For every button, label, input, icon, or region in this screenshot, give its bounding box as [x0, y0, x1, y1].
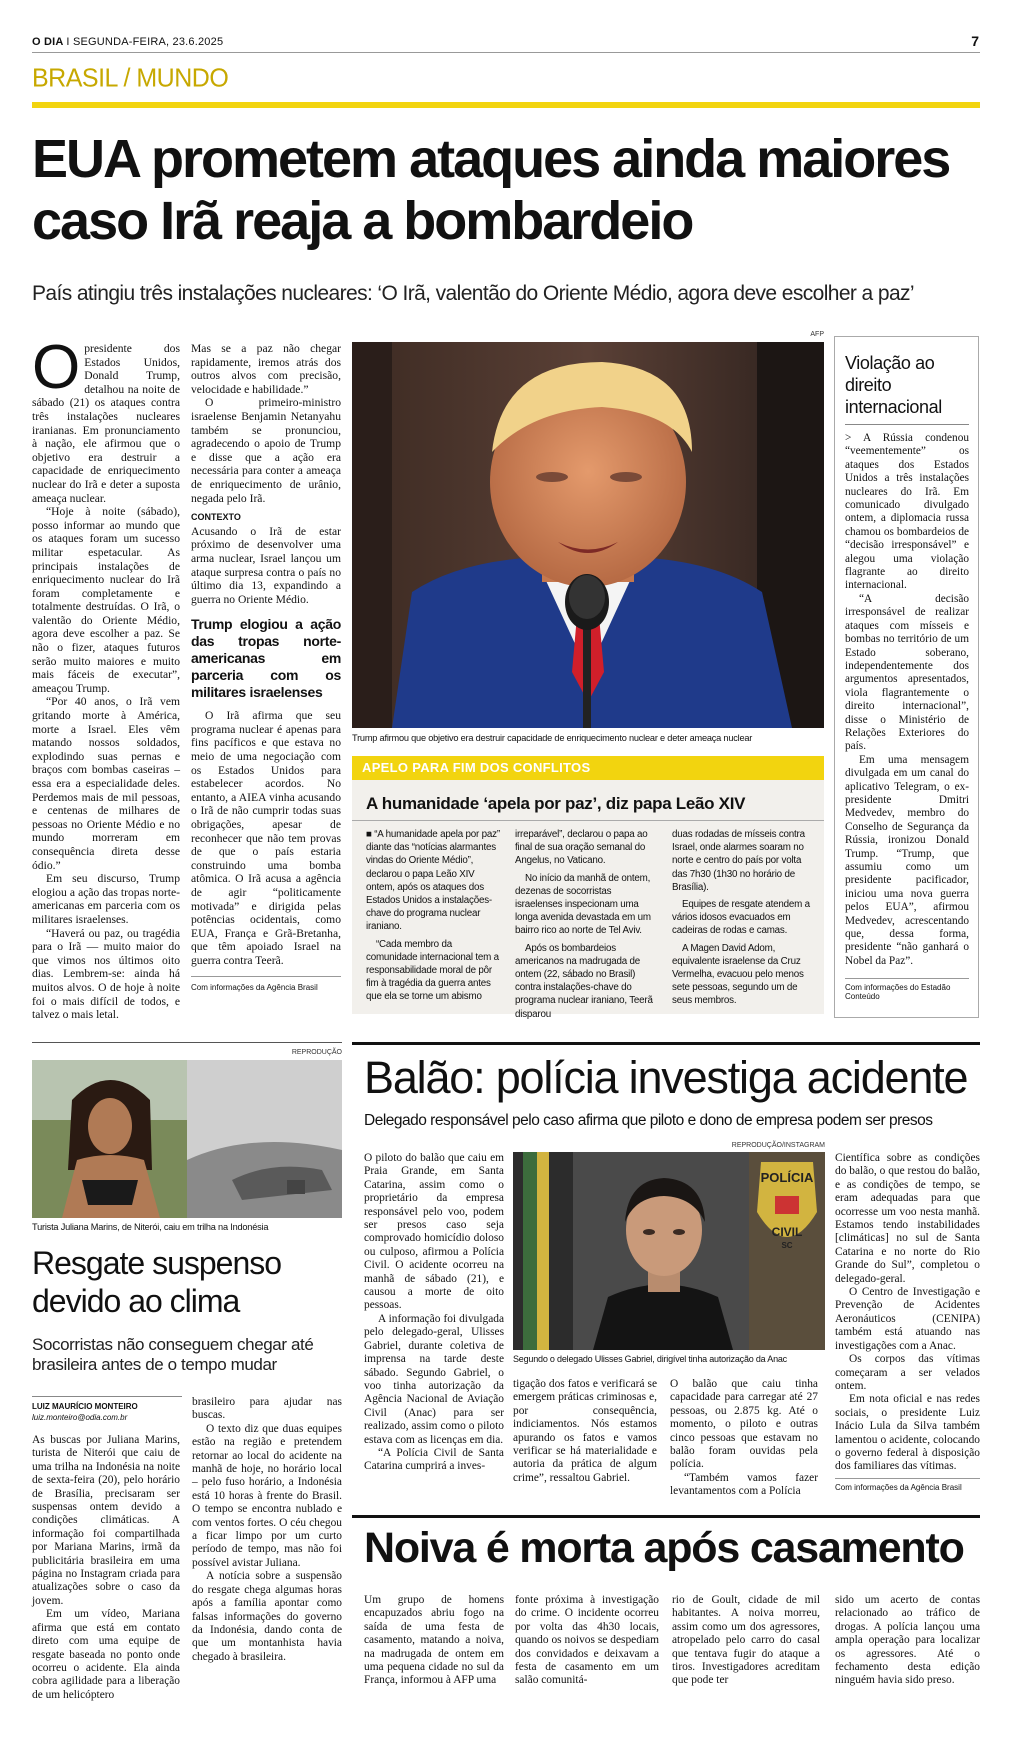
paragraph: sido um acerto de contas relacionado ao tráfico de drogas. A polícia lançou uma ampla operação para localizar os agressores. Até o fechamento desta edição ninguém havia sido preso.	[835, 1594, 980, 1687]
juliana-photo-caption: Turista Juliana Marins, de Niterói, caiu em trilha na Indonésia	[32, 1222, 269, 1232]
balao-column-3	[670, 1378, 818, 1499]
paragraph: O texto diz que duas equipes estão na região e pretendem retornar ao local do acidente na manhã de hoje, no horário local – pelo fuso horário, a Indonésia está 10 horas à frente do Brasil. O tempo se encontra nublado e com ventos fortes. O céu chegou a ficar limpo por um curto período de tempo, mas não foi possível avistar Juliana.	[192, 1422, 342, 1569]
paragraph: “Cada membro da comunidade internacional tem a responsabilidade moral de pôr fim à tragédia da guerra antes que ela se torne um abismo	[366, 938, 499, 1003]
trump-photo-caption: Trump afirmou que objetivo era destruir capacidade de enriquecimento nuclear e deter ameaça nuclear	[352, 733, 753, 743]
balao-column-4	[835, 1152, 980, 1474]
resgate-subtitle: Socorristas não conseguem chegar até brasileira antes de o tempo mudar	[32, 1335, 314, 1374]
paragraph: No início da manhã de ontem, dezenas de socorristas israelenses inspecionam uma longa avenida devastada em um bairro rico ao norte de Tel Aviv.	[515, 872, 651, 937]
main-subhead: Trump elogiou a ação das tropas norte-americanas em parceria com os militares israelenses	[191, 616, 341, 701]
paragraph: rio de Goult, cidade de mil habitantes. A noiva morreu, assim como um dos agressores, atropelado pelo carro do casal que tentava fugir do ataque a tiros. Investigadores acreditam que pode ter	[672, 1594, 820, 1687]
paragraph: brasileiro para ajudar nas buscas.	[192, 1396, 342, 1422]
paragraph: Em um vídeo, Mariana afirma que está em contato direto com uma equipe de resgate baseada no ponto onde ocorreu o acidente. Ela ainda cobra agilidade para a liberação de um helicóptero	[32, 1608, 180, 1701]
badge-text: CIVIL	[771, 1225, 803, 1239]
delegado-photo	[513, 1152, 825, 1350]
masthead	[32, 36, 223, 48]
balao-top-rule	[352, 1042, 980, 1045]
paragraph: A informação foi divulgada pelo delegado-geral, Ulisses Gabriel, durante coletiva de imprensa na tarde deste sábado. Segundo Gabriel, o voo tinha autorização da Agência Nacional de Aviação Civil (Anac) para ser realizado, assim como o piloto estava com as licenças em dia.	[364, 1312, 504, 1446]
side-box-title: Violação ao direito internacional	[845, 353, 942, 417]
paragraph: Em seu discurso, Trump elogiou a ação das tropas norte-americanas em parceria com os militares israelenses.	[32, 872, 180, 926]
paragraph: Equipes de resgate atendem a vários idosos evacuados em cadeiras de rodas e camas.	[672, 899, 810, 937]
dropcap: O	[32, 333, 81, 402]
paragraph: duas rodadas de mísseis contra Israel, onde alarmes soaram no norte e centro do país por volta das 7h30 (1h30 no horário de Brasília).	[672, 829, 805, 893]
balao-subtitle: Delegado responsável pelo caso afirma que piloto e dono de empresa podem ser presos	[364, 1112, 933, 1129]
section-bar	[32, 102, 980, 108]
noiva-column-4	[835, 1594, 980, 1688]
noiva-column-3	[672, 1594, 820, 1688]
main-headline: EUA prometem ataques ainda maiores caso Irã reaja a bombardeio	[32, 129, 950, 251]
paragraph: “A decisão irresponsável de realizar ataques com mísseis e bombas no território de um Estado soberano, independentemente dos argumentos apresentados, viola flagrantemente o direito internacional”, disse o Ministério de Relações Exteriores do país.	[845, 592, 969, 753]
resgate-column-1	[32, 1434, 180, 1702]
credit-text: Com informações da Agência Brasil	[835, 1483, 962, 1492]
paragraph: tigação dos fatos e verificará se emergem práticas criminosas e, por consequência, indiciamentos. Nós estamos apurando os fatos e vamos verificar se há materialidade e autoria da prática de algum crime”, ressaltou Gabriel.	[513, 1378, 657, 1484]
paragraph: A Magen David Adom, equivalente israelense da Cruz Vermelha, evacuou pelo menos sete pessoas, segundo um de seus membros.	[672, 942, 804, 1007]
papa-box-rule	[352, 820, 824, 821]
contexto-text: Acusando o Irã de estar próximo de desenvolver uma arma nuclear, Israel lançou um ataque surpresa contra o país no último dia 13, expandindo a guerra no Oriente Médio.	[191, 524, 341, 606]
section-label: BRASIL / MUNDO	[32, 63, 229, 93]
delegado-photo-illustration	[513, 1152, 825, 1350]
trump-photo	[352, 342, 824, 728]
paragraph: O primeiro-ministro israelense Benjamin Netanyahu também se pronunciou, agradecendo o apoio de Trump e disse que a ação era necessária para conter a ameaça de enriquecimento de urânio, negada pelo Irã.	[191, 396, 341, 505]
paragraph: “A Polícia Civil de Santa Catarina cumprirá a inves-	[364, 1446, 504, 1473]
noiva-title: Noiva é morta após casamento	[364, 1524, 964, 1572]
paragraph: A notícia sobre a suspensão do resgate chega algumas horas após a família apontar como falsas informações do governo da Indonésia, dando conta de que um montanhista havia chegado à brasileira.	[192, 1570, 342, 1663]
side-box-rule	[845, 424, 969, 425]
noiva-top-rule	[352, 1515, 980, 1518]
paragraph: Os corpos das vítimas começaram a ser velados ontem.	[835, 1353, 980, 1392]
side-box-body	[845, 432, 969, 968]
paragraph: “Hoje à noite (sábado), posso informar ao mundo que os ataques foram um sucesso militar espetacular. As principais instalações de enriquecimento nuclear do Irã foram completamente e totalmente destruídas. O Irã, o valentão do Oriente Médio, agora deve escolher a paz. Se não o fizer, ataques futuros serão muito maiores e muito mais fáceis de executar”, ameaçou Trump.	[32, 505, 180, 695]
issue-date: SEGUNDA-FEIRA, 23.6.2025	[72, 36, 224, 48]
paragraph: Mas se a paz não chegar rapidamente, iremos atrás dos outros alvos com precisão, velocidade e habilidade.”	[191, 342, 341, 396]
paragraph: ■ “A humanidade apela por paz” diante das “notícias alarmantes vindas do Oriente Médio”, declarou o papa Leão XIV ontem, após os ataques dos Estados Unidos a instalações-chave do programa nuclear iraniano.	[366, 829, 500, 933]
paragraph: fonte próxima à investigação do crime. O incidente ocorreu por volta das 4h30 locais, quando os noivos se despediam dos convidados e deixavam a festa de casamento em um salão comunitá-	[515, 1594, 659, 1687]
side-box-credit	[845, 978, 969, 1001]
papa-box-title: A humanidade ‘apela por paz’, diz papa Leão XIV	[366, 794, 746, 813]
paragraph: Em nota oficial e nas redes sociais, o presidente Luiz Inácio Lula da Silva também lamentou o acidente, colocando o governo federal à disposição dos familiares das vítimas.	[835, 1393, 980, 1473]
page-number: 7	[971, 33, 979, 49]
paragraph: “Por 40 anos, o Irã vem gritando morte à América, morte a Israel. Eles vêm matando nossos soldados, explodindo suas pernas e braços com bombas caseiras – essa era a especialidade deles. Perdemos mais de mil pessoas, e centenas de milhares de pessoas no Oriente Médio e no mundo morreram em consequência direta desse ódio.”	[32, 695, 180, 872]
author-rule	[32, 1396, 182, 1397]
paragraph: O piloto do balão que caiu em Praia Grande, em Santa Catarina, assim como o proprietário da empresa responsável pelo voo, podem ser presos caso seja comprovado homicídio doloso ou culposo, afirmou a Polícia Civil. O acidente ocorreu na manhã de sábado (21), e causou a morte de oito pessoas.	[364, 1152, 504, 1312]
trump-photo-illustration	[352, 342, 824, 728]
paragraph: Um grupo de homens encapuzados abriu fogo na saída de uma festa de casamento, matando a noiva, na madrugada de ontem em uma pequena cidade no sul da França, informou à AFP uma	[364, 1594, 504, 1687]
resgate-column-2	[192, 1396, 342, 1664]
credit-text: Com informações do Estadão Conteúdo	[845, 983, 951, 1001]
credit-text: Com informações da Agência Brasil	[191, 982, 318, 992]
paragraph: O balão que caiu tinha capacidade para carregar até 27 pessoas, ou 2.875 kg. Até o momento, o piloto e outras cinco pessoas que estavam no balão foram ouvidas pela polícia.	[670, 1378, 818, 1471]
badge-text: POLÍCIA	[760, 1170, 814, 1185]
paragraph: As buscas por Juliana Marins, turista de Niterói que caiu de uma trilha na Indonésia na noite de sexta-feira (20), pelo horário de Brasília, precisaram ser suspensas ontem devido a condições climáticas. A informação foi compartilhada por Mariana Marins, irmã da publicitária brasileira em uma página no Instagram criada para atualizações sobre o caso da jovem.	[32, 1434, 180, 1607]
papa-column-2	[515, 828, 659, 1025]
resgate-title: Resgate suspenso devido ao clima	[32, 1245, 282, 1319]
delegado-photo-caption: Segundo o delegado Ulisses Gabriel, dirigível tinha autorização da Anac	[513, 1354, 787, 1364]
main-subheadline: País atingiu três instalações nucleares: ‘O Irã, valentão do Oriente Médio, agora deve escolher a paz’	[32, 282, 914, 305]
papa-column-3	[672, 828, 816, 1012]
paper-name: O DIA	[32, 36, 64, 48]
paragraph: O Irã afirma que seu programa nuclear é apenas para fins pacíficos e que estava no meio de uma negociação com os Estados Unidos para estabelecer acordos. No entanto, a AIEA vinha acusando o Irã de não cumprir todas suas obrigações, apesar de reconhecer que não tem provas de que o país estaria construindo uma bomba atômica. O Irã acusa a agência de agir “politicamente motivada” e dirigida pelas potências ocidentais, como EUA, França e Grã-Bretanha, que têm apoiado Israel na guerra contra Teerã.	[191, 709, 341, 967]
balao-credit	[835, 1478, 980, 1492]
photo-credit: REPRODUÇÃO	[291, 1049, 342, 1056]
paragraph: > A Rússia condenou “veementemente” os ataques dos Estados Unidos a três instalações nucleares do Irã. Em comunicado divulgado ontem, a diplomacia russa chamou os bombardeios de “decisão irresponsável” e alegou uma violação flagrante ao direito internacional.	[845, 432, 969, 592]
header-rule	[32, 52, 980, 53]
noiva-column-1	[364, 1594, 504, 1688]
balao-column-2	[513, 1378, 657, 1485]
main-credit	[191, 976, 341, 995]
photo-credit: REPRODUÇÃO/INSTAGRAM	[731, 1142, 825, 1149]
photo-credit: AFP	[810, 331, 824, 338]
header-separator: I	[66, 36, 70, 48]
paragraph: presidente dos Estados Unidos, Donald Trump, detalhou na noite de sábado (21) os ataques contra três instalações nucleares iranianas. Em pronunciamento à nação, ele afirmou que o objetivo era destruir a capacidade de enriquecimento nuclear do Irã e deter a suposta ameaça nuclear.	[32, 342, 180, 505]
badge-text: SC	[781, 1241, 793, 1250]
juliana-photo-illustration	[32, 1060, 342, 1218]
resgate-top-rule	[32, 1042, 342, 1043]
paragraph: O Centro de Investigação e Prevenção de Acidentes Aeronáuticos (CENIPA) também está atuando nas investigações com a Anac.	[835, 1286, 980, 1352]
paragraph: Em uma mensagem divulgada em um canal do aplicativo Telegram, o ex-presidente Dmitri Medvedev, membro do Conselho de Segurança da Rússia, ironizou Donald Trump. “Trump, que assumiu como um presidente pacificador, iniciou uma nova guerra pelos EUA”, afirmou Medvedev, acrescentando que, dessa forma, presidente “não ganhará o Nobel da Paz”.	[845, 753, 969, 967]
papa-column-1	[366, 828, 504, 1008]
balao-title: Balão: polícia investiga acidente	[364, 1052, 968, 1103]
main-column-2	[191, 342, 341, 994]
contexto-label: CONTEXTO	[191, 512, 241, 523]
balao-column-1	[364, 1152, 504, 1474]
noiva-column-2	[515, 1594, 659, 1688]
paragraph: “Haverá ou paz, ou tragédia para o Irã — muito maior do que vimos nos últimos oito dias. Lembrem-se: ainda há muitos alvos. O de hoje à noite foi o mais difícil de todos, e talvez o mais letal.	[32, 926, 180, 1022]
papa-box-tag: APELO PARA FIM DOS CONFLITOS	[352, 756, 824, 780]
author-email: luiz.monteiro@odia.com.br	[32, 1413, 128, 1422]
main-column-1	[32, 333, 180, 1022]
paragraph: “Também vamos fazer levantamentos com a Polícia	[670, 1471, 818, 1498]
author-name: LUIZ MAURÍCIO MONTEIRO	[32, 1402, 138, 1411]
juliana-photo	[32, 1060, 342, 1218]
paragraph: irreparável”, declarou o papa ao final de sua oração semanal do Angelus, no Vaticano.	[515, 829, 648, 867]
paragraph: Científica sobre as condições do balão, o que restou do balão, e as condições de tempo, se eram adequadas para que ocorresse um voo nesta manhã. Estamos tendo instabilidades [climáticas] no sul de Santa Catarina e no norte do Rio Grande do Sul”, completou o delegado-geral.	[835, 1152, 980, 1285]
paragraph: Após os bombardeios americanos na madrugada de ontem (22, sábado no Brasil) contra instalações-chave do programa nuclear iraniano, Teerã disparou	[515, 942, 653, 1020]
